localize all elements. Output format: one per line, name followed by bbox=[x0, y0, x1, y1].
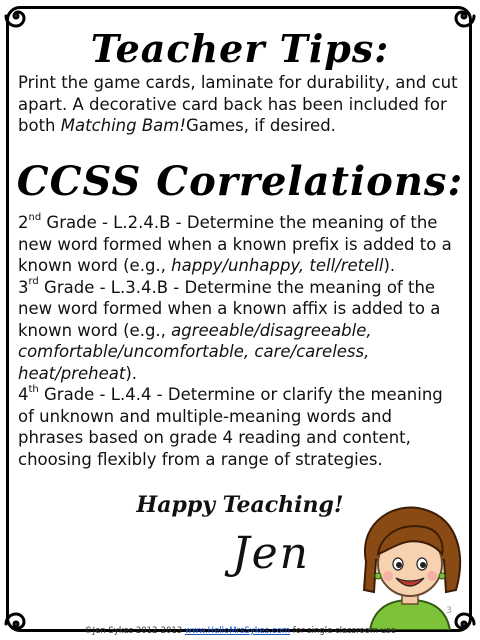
teacher-avatar-illustration bbox=[348, 500, 472, 630]
correlation-examples: happy/unhappy, tell/retell bbox=[171, 256, 384, 275]
ccss-correlations-list bbox=[18, 212, 462, 470]
correlation-tail: ). bbox=[383, 256, 396, 275]
correlation-text: Grade - L.3.4.B - Determine the meaning of the new word formed when a known affix is added to a known word (e.g., bbox=[18, 277, 441, 340]
grade-suffix: th bbox=[28, 383, 39, 395]
tips-part2: Games, if desired. bbox=[185, 116, 336, 135]
footer bbox=[0, 626, 480, 636]
correlation-tail: ). bbox=[125, 363, 138, 383]
correlation-examples: agreeable/disagreeable, comfortable/uncomfortable, care/careless, heat/preheat bbox=[18, 320, 372, 383]
correlation-item bbox=[18, 384, 462, 470]
grade-number: 4 bbox=[18, 385, 29, 404]
ccss-heading: CCSS Correlations: bbox=[16, 158, 464, 205]
correlation-text: Grade - L.4.4 - Determine or clarify the meaning of unknown and multiple-meaning words and phrases based on grade 4 reading and content, choosing flexibly from a range of strategies. bbox=[18, 385, 443, 469]
grade-number: 2 bbox=[18, 213, 29, 232]
grade-suffix: rd bbox=[28, 276, 39, 287]
game-name: Matching Bam! bbox=[60, 116, 186, 135]
footer-copyright: ©Jen Sykes 2012-2013 bbox=[84, 626, 183, 636]
grade-suffix: nd bbox=[28, 211, 42, 223]
correlation-text: Grade - L.2.4.B - Determine the meaning of the new word formed when a known prefix is added to a known word (e.g., bbox=[18, 213, 452, 275]
teacher-tips-heading: Teacher Tips: bbox=[90, 26, 390, 71]
closing-text: Happy Teaching! bbox=[136, 492, 344, 518]
correlation-item bbox=[18, 277, 462, 385]
footer-usage-text: for single classroom use bbox=[290, 626, 396, 636]
grade-number: 3 bbox=[18, 277, 29, 297]
footer-website-link[interactable]: www.HelloMrsSykes.com bbox=[184, 626, 291, 636]
page-number: 3 bbox=[446, 606, 452, 616]
teacher-tips-text bbox=[18, 72, 462, 137]
signature: Jen bbox=[232, 528, 311, 579]
correlation-item bbox=[18, 212, 462, 277]
tips-part1: Print the game cards, laminate for durability, and cut apart. A decorative card back has been included for both bbox=[18, 73, 458, 135]
